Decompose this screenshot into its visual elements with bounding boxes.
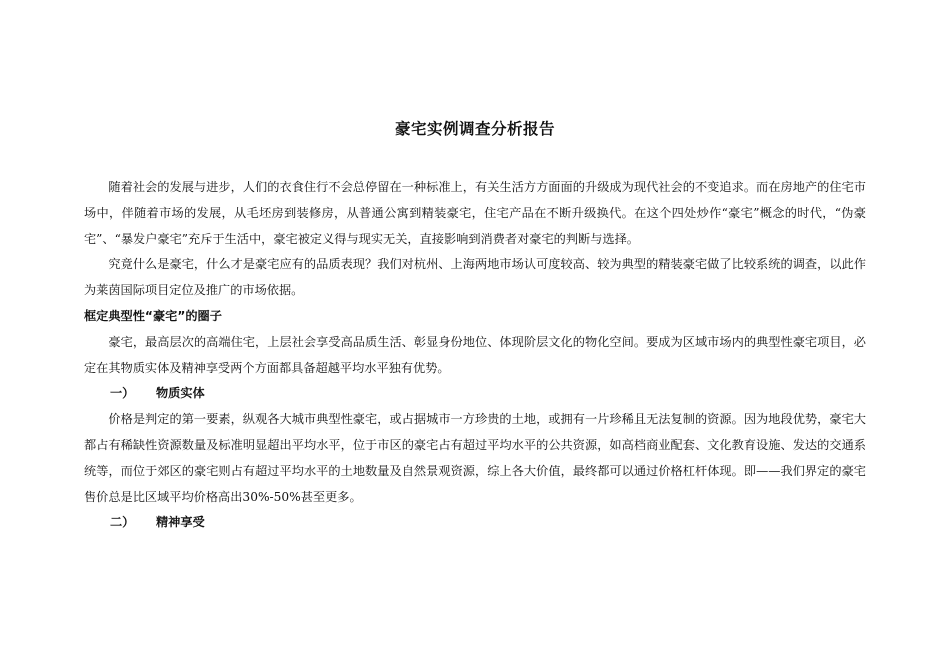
document-body bbox=[84, 175, 866, 536]
intro-paragraph-1: 随着社会的发展与进步，人们的衣食住行不会总停留在一种标准上，有关生活方方面面的升级成为现代社会的不变追求。而在房地产的住宅市场中，伴随着市场的发展，从毛坯房到装修房，从普通公寓到精装豪宅，住宅产品在不断升级换代。在这个四处炒作“豪宅”概念的时代，“伪豪宅”、“暴发户豪宅”充斥于生活中，豪宅被定义得与现实无关，直接影响到消费者对豪宅的判断与选择。 bbox=[84, 180, 866, 246]
document-title: 豪宅实例调查分析报告 bbox=[394, 120, 555, 138]
subsection-heading-1 bbox=[84, 381, 866, 407]
subsection-title-2: 精神享受 bbox=[156, 515, 205, 530]
subsection-number-1: 一） bbox=[110, 386, 135, 401]
subsection-number-2: 二） bbox=[110, 515, 135, 530]
subsection-title-1: 物质实体 bbox=[156, 386, 205, 401]
section-heading: 框定典型性“豪宅”的圈子 bbox=[84, 308, 222, 323]
subsection-heading-2 bbox=[84, 510, 866, 536]
subsection-paragraph-1: 价格是判定的第一要素，纵观各大城市典型性豪宅，或占据城市一方珍贵的土地，或拥有一片珍稀且无法复制的资源。因为地段优势，豪宅大都占有稀缺性资源数量及标准明显超出平均水平，位于市区的豪宅占有超过平均水平的公共资源，如高档商业配套、文化教育设施、发达的交通系统等，而位于郊区的豪宅则占有超过平均水平的土地数量及自然景观资源，综上各大价值，最终都可以通过价格杠杆体现。即——我们界定的豪宅售价总是比区域平均价格高出30%-50%甚至更多。 bbox=[84, 412, 866, 504]
intro-paragraph-2: 究竟什么是豪宅，什么才是豪宅应有的品质表现？我们对杭州、上海两地市场认可度较高、较为典型的精装豪宅做了比较系统的调查，以此作为莱茵国际项目定位及推广的市场依据。 bbox=[84, 257, 866, 298]
section-paragraph: 豪宅，最高层次的高端住宅，上层社会享受高品质生活、彰显身份地位、体现阶层文化的物化空间。要成为区域市场内的典型性豪宅项目，必定在其物质实体及精神享受两个方面都具备超越平均水平独有优势。 bbox=[84, 334, 866, 375]
